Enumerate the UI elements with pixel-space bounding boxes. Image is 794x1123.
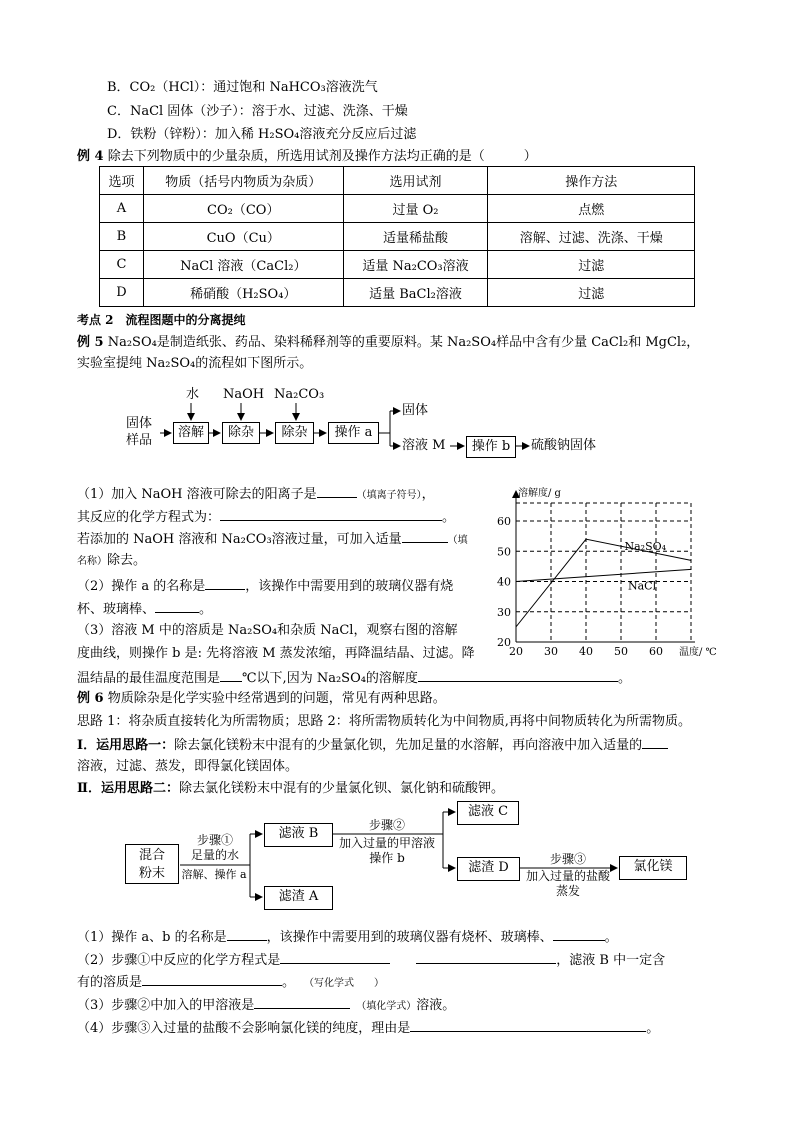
ex6-q1-mid: ，该操作中需要用到的玻璃仪器有烧杯、玻璃棒、 — [266, 930, 553, 945]
ex6-q2-line1 — [77, 950, 665, 970]
ex6-q2b-hint: （写化学式 ） — [309, 978, 385, 989]
answer-blank[interactable] — [254, 995, 350, 1009]
flow1-dissolve-box: 溶解 — [173, 422, 209, 444]
ex6-q2b-end: 。 — [282, 975, 296, 990]
ex6-q2a: （2）步骤①中反应的化学方程式是 — [77, 953, 281, 968]
ex6-q4 — [77, 1018, 659, 1038]
x-tick-label: 40 — [579, 645, 593, 658]
flow1-sample-line2: 样品 — [126, 433, 153, 448]
answer-blank[interactable] — [227, 927, 267, 941]
flow2-step2 — [333, 818, 441, 833]
ex6-q4-end: 。 — [646, 1021, 660, 1036]
y-tick-label: 50 — [497, 545, 511, 559]
flow1-remove1-box: 除杂 — [222, 422, 260, 444]
answer-blank[interactable] — [280, 950, 390, 964]
ex6-q3-hint: （填化学式） — [356, 1001, 417, 1012]
ex5-q3c-end: 。 — [617, 671, 631, 686]
answer-blank[interactable] — [553, 927, 605, 941]
table-cell: 适量稀盐酸 — [343, 223, 488, 251]
flow2-step1-line2: 足量的水 — [190, 848, 239, 862]
flow2-mix-line1: 混合 — [138, 848, 165, 863]
x-axis-label: 温度/ ℃ — [679, 647, 717, 658]
flow2-step3-line3: 蒸发 — [555, 884, 580, 898]
table-cell: 溶解、过滤、洗涤、干燥 — [488, 223, 695, 251]
flow1-solid: 固体 — [402, 403, 429, 418]
table-cell: 过滤 — [488, 251, 695, 279]
table-header: 选项 — [100, 167, 144, 195]
y-tick-label: 30 — [497, 605, 511, 619]
section-heading-kaodian2: 考点 2 流程图题中的分离提纯 — [77, 313, 246, 327]
flow2-step3 — [520, 852, 616, 867]
ex6-p1-text: 除去氯化镁粉末中混有的少量氯化钡，先加足量的水溶解，再向溶液中加入适量的 — [174, 738, 643, 753]
flow2-filtrate-c-box: 滤液 C — [457, 801, 519, 825]
table-cell: 过量 O₂ — [343, 195, 488, 223]
ex5-q1c: 若添加的 NaOH 溶液和 Na₂CO₃溶液过量，可加入适量 — [77, 532, 402, 547]
table-header: 操作方法 — [488, 167, 695, 195]
flow2-mix-line2: 粉末 — [138, 866, 165, 881]
ex5-q1a: （1）加入 NaOH 溶液可除去的阳离子是 — [77, 487, 317, 502]
flow2-step2-line1: 步骤② — [368, 818, 405, 832]
ex5-q3c: 温结晶的最佳温度范围是 — [77, 671, 221, 686]
ex6-q2-line2 — [77, 972, 384, 993]
ex6-p1-label: Ⅰ．运用思路一： — [77, 738, 175, 753]
flow1-op-a-box: 操作 a — [328, 422, 379, 444]
table-cell: CO₂（CO） — [143, 195, 343, 223]
ex5-q3c-mid: ℃以下,因为 Na₂SO₄的溶解度 — [242, 671, 418, 686]
table-cell: NaCl 溶液（CaCl₂） — [143, 251, 343, 279]
ex4-label: 例 4 — [77, 149, 104, 164]
answer-blank[interactable] — [416, 950, 556, 964]
flow2-step2-line2: 加入过量的甲溶液 — [338, 836, 435, 850]
flow2-mgcl2-box: 氯化镁 — [619, 856, 687, 880]
table-cell: 稀硝酸（H₂SO₄） — [143, 279, 343, 307]
option-b: B．CO₂（HCl）：通过饱和 NaHCO₃溶液洗气 — [107, 80, 378, 95]
ex5-q3-line2: 度曲线，则操作 b 是: 先将溶液 M 蒸发浓缩，再降温结晶、过滤。降 — [77, 646, 475, 661]
flow2-step2-lower — [333, 836, 441, 866]
ex5-label: 例 5 — [77, 335, 104, 350]
ex5-q2b-end: 。 — [199, 602, 213, 617]
table-cell: C — [100, 251, 144, 279]
ex6-p2-label: Ⅱ．运用思路二： — [77, 781, 179, 796]
ex6-intro-text: 物质除杂是化学实验中经常遇到的问题，常见有两种思路。 — [107, 691, 446, 706]
series-label-nacl: NaCl — [628, 579, 657, 593]
option-c: C．NaCl 固体（沙子）：溶于水、过滤、洗涤、干燥 — [107, 104, 408, 119]
flow1-na2co3: Na₂CO₃ — [274, 387, 325, 402]
table-cell: 适量 BaCl₂溶液 — [343, 279, 488, 307]
table-header: 选用试剂 — [343, 167, 488, 195]
series-label-na2so4: Na₂SO₄ — [624, 540, 667, 554]
ex4-question-text: 除去下列物质中的少量杂质，所选用试剂及操作方法均正确的是（ ） — [107, 149, 537, 164]
ex6-p2-text: 除去氯化镁粉末中混有的少量氯化钡、氯化钠和硫酸钾。 — [178, 781, 504, 796]
table-cell: 点燃 — [488, 195, 695, 223]
ex6-q2b: 有的溶质是 — [77, 975, 143, 990]
flow2-step3-line1: 步骤③ — [549, 852, 586, 866]
ex6-q3-end: 溶液。 — [416, 998, 456, 1013]
table-header: 物质（括号内物质为杂质） — [143, 167, 343, 195]
ex6-q3 — [77, 995, 455, 1016]
flow1-op-b-box: 操作 b — [466, 436, 516, 458]
ex5-q2a-end: ，该操作中需要用到的玻璃仪器有烧 — [245, 579, 454, 594]
ex6-ideas: 思路 1：将杂质直接转化为所需物质；思路 2：将所需物质转化为中间物质,再将中间物质转化为所需物质。 — [77, 714, 691, 729]
flow1-water: 水 — [186, 387, 200, 402]
x-tick-label: 30 — [544, 645, 558, 658]
ex5-q1c-end: 除去。 — [107, 553, 147, 568]
ex5-q1b: 其反应的化学方程式为： — [77, 510, 221, 525]
ex6-q1-text: （1）操作 a、b 的名称是 — [77, 930, 227, 945]
ex5-q1a-hint: （填离子符号） — [356, 490, 422, 501]
flow1-remove2-box: 除杂 — [275, 422, 314, 444]
flow2-residue-d-box: 滤渣 D — [457, 857, 520, 881]
ex5-q3-line1: （3）溶液 M 中的溶质是 Na₂SO₄和杂质 NaCl，观察右图的溶解 — [77, 623, 458, 638]
flow1-solution-m: 溶液 M — [402, 438, 446, 453]
flow2-filtrate-b-box: 滤液 B — [264, 823, 333, 847]
ex5-q1b-end: 。 — [442, 510, 456, 525]
flow2-step1-line3: 溶解、操作 a — [181, 868, 247, 881]
flow1-naoh: NaOH — [223, 387, 265, 402]
flow2-mix-box — [125, 844, 179, 884]
table-cell: 过滤 — [488, 279, 695, 307]
flow2-residue-a-box: 滤渣 A — [264, 886, 333, 910]
answer-blank[interactable] — [410, 1018, 646, 1032]
x-tick-label: 20 — [509, 645, 523, 658]
ex6-q1-end: 。 — [604, 930, 618, 945]
table-cell: B — [100, 223, 144, 251]
y-tick-label: 60 — [497, 515, 511, 528]
ex6-q1 — [77, 927, 618, 947]
flow2-step2-line3: 操作 b — [369, 851, 405, 865]
flow2-step1 — [183, 833, 247, 863]
flow2-step3-line2: 加入过量的盐酸 — [525, 869, 610, 883]
ex5-q1c-hint2: 名称） — [77, 556, 107, 567]
ex6-p1-line2: 溶液，过滤、蒸发，即得氯化镁固体。 — [77, 759, 299, 774]
ex5-intro-2: 实验室提纯 Na₂SO₄的流程如下图所示。 — [77, 356, 313, 371]
ex6-q4-text: （4）步骤③入过量的盐酸不会影响氯化镁的纯度，理由是 — [77, 1021, 411, 1036]
ex5-q2a: （2）操作 a 的名称是 — [77, 579, 206, 594]
table-cell: CuO（Cu） — [143, 223, 343, 251]
x-tick-label: 50 — [614, 645, 628, 658]
x-tick-label: 60 — [649, 645, 663, 658]
ex5-q1a-end: ， — [421, 487, 435, 502]
flow2-step3-lower — [520, 869, 616, 899]
option-d: D．铁粉（锌粉）：加入稀 H₂SO₄溶液充分反应后过滤 — [107, 127, 417, 142]
ex6-label: 例 6 — [77, 691, 104, 706]
table-cell: A — [100, 195, 144, 223]
ex5-q1c-hint1: （填 — [447, 535, 468, 546]
ex6-q3-text: （3）步骤②中加入的甲溶液是 — [77, 998, 255, 1013]
y-tick-label: 20 — [497, 636, 511, 649]
ex5-q2b: 杯、玻璃棒、 — [77, 602, 156, 617]
y-axis-label: 溶解度/ g — [518, 488, 561, 499]
y-tick-label: 40 — [497, 575, 511, 589]
answer-blank[interactable] — [142, 972, 282, 986]
table-cell: D — [100, 279, 144, 307]
flow1-product: 硫酸钠固体 — [531, 438, 597, 453]
flow1-sample-line1: 固体 — [126, 416, 153, 431]
table-cell: 适量 Na₂CO₃溶液 — [343, 251, 488, 279]
ex5-intro-text: Na₂SO₄是制造纸张、药品、染料稀释剂等的重要原料。某 Na₂SO₄样品中含有少量 CaCl₂和 MgCl₂， — [107, 335, 700, 350]
ex6-q2a-end: ，滤液 B 中一定含 — [556, 953, 666, 968]
flow2-step1-line1: 步骤① — [196, 833, 233, 847]
